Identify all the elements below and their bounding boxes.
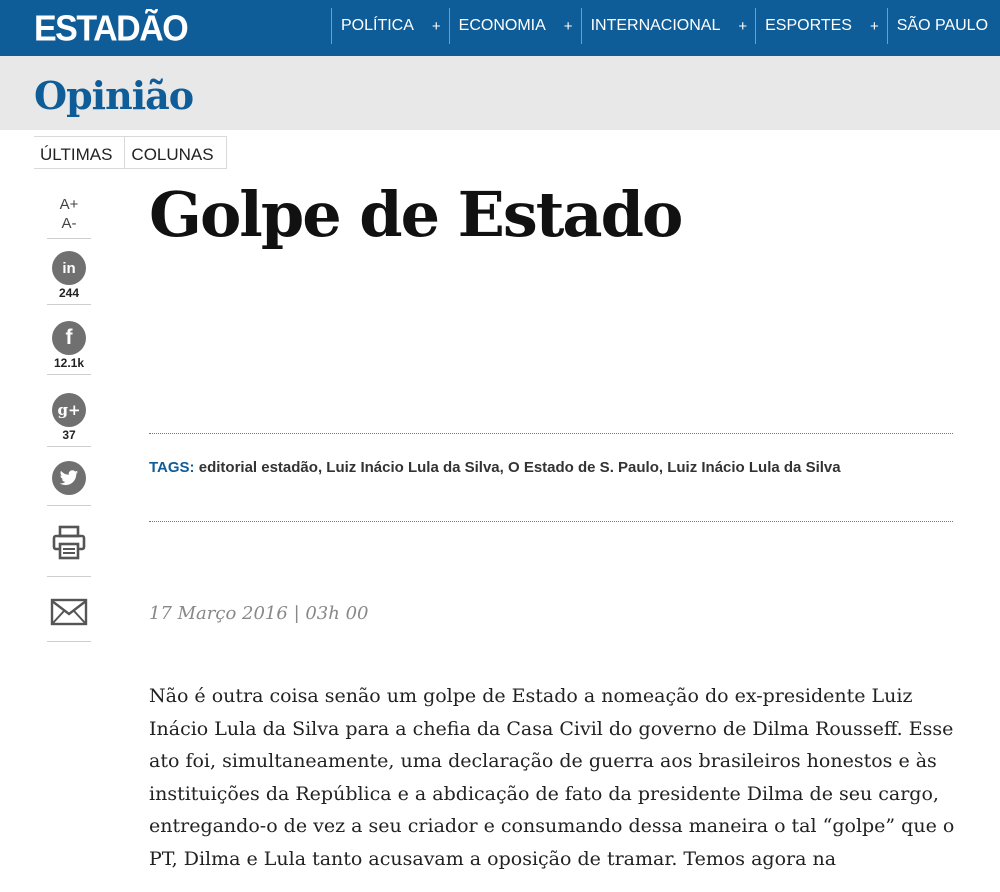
print-icon[interactable] <box>51 525 87 561</box>
tags-box: TAGS: editorial estadão, Luiz Inácio Lula da Silva, O Estado de S. Paulo, Luiz Inácio Lula da Silva <box>149 433 953 522</box>
section-header <box>0 56 1000 130</box>
share-count: 12.1k <box>53 356 85 370</box>
top-navbar <box>0 0 1000 56</box>
expand-plus-icon[interactable]: + <box>738 17 748 35</box>
linkedin-share <box>47 251 91 305</box>
nav-item-esportes[interactable] <box>755 8 887 44</box>
print-share <box>47 522 91 577</box>
tag-link[interactable]: O Estado de S. Paulo <box>508 459 659 476</box>
section-subtabs <box>34 136 227 169</box>
twitter-share <box>47 461 91 506</box>
tag-link[interactable]: Luiz Inácio Lula da Silva <box>326 459 500 476</box>
facebook-icon[interactable]: f <box>52 321 86 355</box>
section-title[interactable]: Opinião <box>34 73 194 118</box>
article-body: Não é outra coisa senão um golpe de Estado a nomeação do ex-presidente Luiz Inácio Lula da Silva para a chefia da Casa Civil do governo de Dilma Rousseff. Esse ato foi, simultaneamente, uma declaração de guerra aos brasileiros honestos e às instituições da República e a abdicação de fato da presidente Dilma de seu cargo, entregando-o de vez a seu criador e consumando dessa maneira o tal “golpe” que o PT, Dilma e Lula tanto acusavam a oposição de tramar. Temos agora na <box>149 685 955 870</box>
font-decrease-button[interactable]: A- <box>61 215 77 232</box>
nav-item-internacional[interactable] <box>581 8 756 44</box>
tag-link[interactable]: Luiz Inácio Lula da Silva <box>667 459 841 476</box>
nav-label: INTERNACIONAL <box>590 17 721 34</box>
article-date: 17 Março 2016 | 03h 00 <box>149 603 369 624</box>
nav-label: SÃO PAULO <box>896 17 989 34</box>
article-headline: Golpe de Estado <box>149 178 682 251</box>
nav-label: ECONOMIA <box>458 17 546 34</box>
main-nav <box>331 8 988 44</box>
expand-plus-icon[interactable]: + <box>869 17 879 35</box>
tab-ultimas[interactable]: ÚLTIMAS <box>34 136 125 169</box>
linkedin-icon[interactable]: in <box>52 251 86 285</box>
nav-item-politica[interactable] <box>331 8 449 44</box>
estadao-logo[interactable]: ESTADÃO <box>34 9 188 49</box>
twitter-icon[interactable] <box>52 461 86 495</box>
font-increase-button[interactable]: A+ <box>59 196 79 213</box>
expand-plus-icon[interactable]: + <box>563 17 573 35</box>
googleplus-share <box>47 393 91 447</box>
nav-label: POLÍTICA <box>341 17 414 34</box>
email-share <box>47 590 91 642</box>
nav-label: ESPORTES <box>765 17 852 34</box>
expand-plus-icon[interactable]: + <box>431 17 441 35</box>
nav-item-sao-paulo[interactable] <box>887 8 988 44</box>
tags-label: TAGS: <box>149 459 195 476</box>
nav-item-economia[interactable] <box>449 8 581 44</box>
tag-link[interactable]: editorial estadão <box>198 459 318 476</box>
font-size-controls <box>47 192 91 239</box>
tab-colunas[interactable]: COLUNAS <box>125 136 226 169</box>
email-icon[interactable] <box>50 598 88 626</box>
googleplus-icon[interactable]: g+ <box>52 393 86 427</box>
facebook-share <box>47 321 91 375</box>
share-count: 244 <box>58 286 80 300</box>
share-count: 37 <box>62 428 76 442</box>
